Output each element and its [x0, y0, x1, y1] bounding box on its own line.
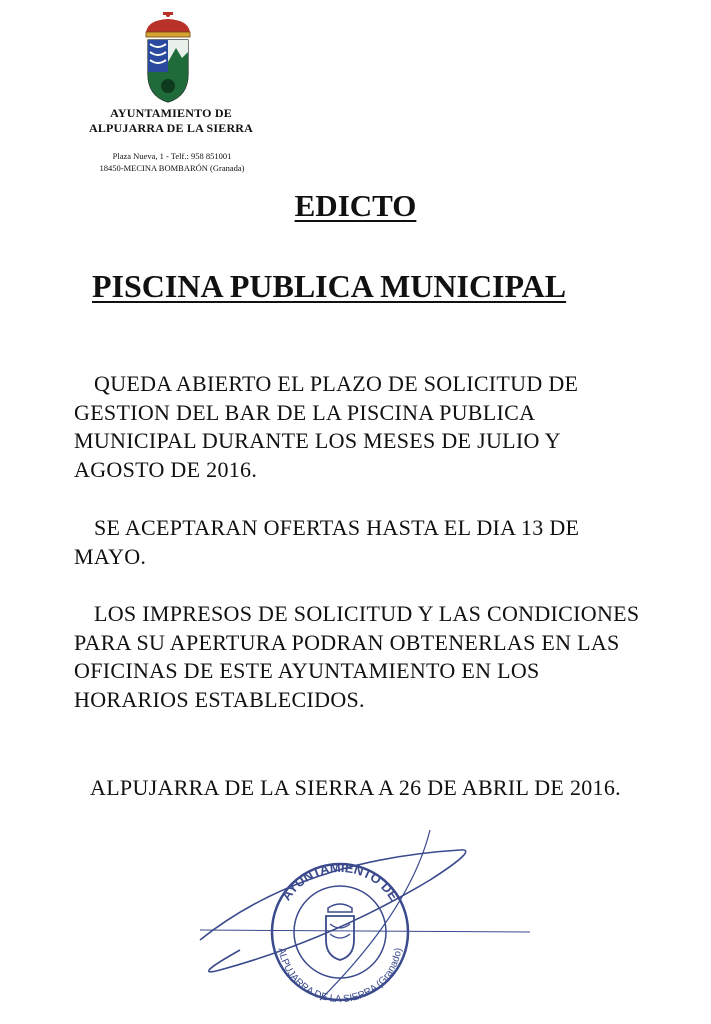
- paragraph-offer-deadline: SE ACEPTARAN OFERTAS HASTA EL DIA 13 DE MAYO.: [74, 515, 580, 569]
- paragraph-forms-info: LOS IMPRESOS DE SOLICITUD Y LAS CONDICIONES PARA SU APERTURA PODRAN OBTENERLAS EN LAS OFICINAS DE ESTE AYUNTAMIENTO EN LOS HORARIOS ESTABLECIDOS.: [74, 601, 640, 712]
- signature-flourish: [200, 930, 530, 932]
- address-line1: Plaza Nueva, 1 - Telf.: 958 851001: [112, 151, 232, 161]
- svg-text:ALPUJARRA DE LA SIERRA (Granad: [276, 947, 405, 1005]
- organization-address: [72, 150, 272, 174]
- official-seal-icon: [272, 860, 408, 1005]
- organization-name-line1: AYUNTAMIENTO DE: [110, 106, 232, 120]
- signature-line: [320, 830, 430, 1000]
- svg-text:AYUNTAMIENTO DE: [278, 860, 401, 904]
- seal-top-text: AYUNTAMIENTO DE: [278, 859, 402, 904]
- paragraph-place-date: ALPUJARRA DE LA SIERRA A 26 DE ABRIL DE 2016.: [90, 775, 621, 800]
- organization-name: [76, 106, 266, 136]
- address-line2: 18450-MECINA BOMBARÓN (Granada): [99, 163, 245, 173]
- signature-and-seal: [180, 820, 540, 1020]
- seal-bottom-text: ALPUJARRA DE LA SIERRA (Granado): [275, 946, 405, 1006]
- organization-name-line2: ALPUJARRA DE LA SIERRA: [88, 121, 254, 135]
- paragraph-application-period: QUEDA ABIERTO EL PLAZO DE SOLICITUD DE GESTION DEL BAR DE LA PISCINA PUBLICA MUNICIPAL DURANTE LOS MESES DE JULIO Y AGOSTO DE 2016.: [74, 371, 579, 482]
- municipal-crest-icon: [138, 12, 198, 106]
- document-title: EDICTO: [294, 188, 417, 223]
- document-subtitle: PISCINA PUBLICA MUNICIPAL: [92, 268, 567, 304]
